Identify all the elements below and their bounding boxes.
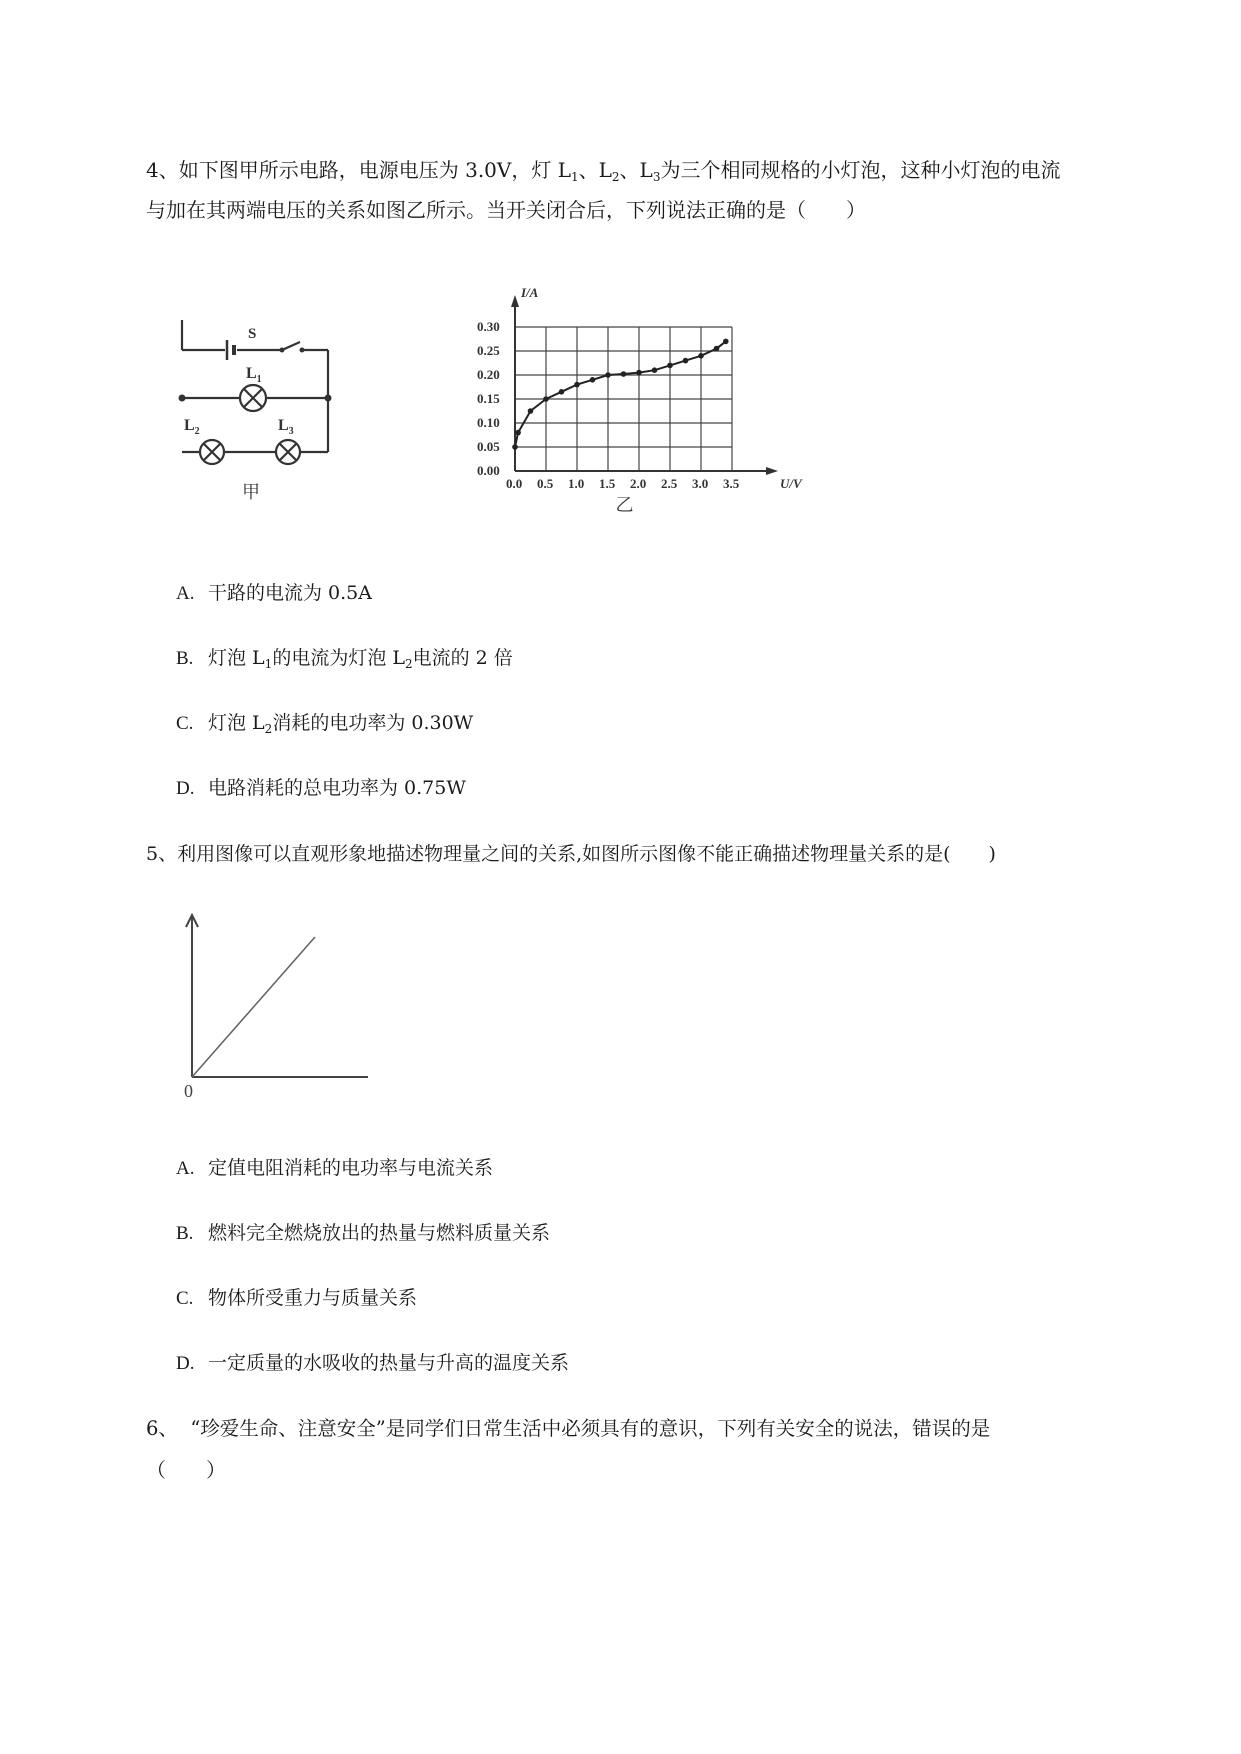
x-tick-label-6: 3.0	[692, 476, 709, 491]
y-tick-label-2: 0.10	[477, 415, 500, 430]
q4-option-c: C. 灯泡 $L_2$消耗的电功率为 0.30W	[176, 712, 474, 736]
data-point-0	[512, 444, 518, 450]
y-tick-label-1: 0.05	[477, 439, 500, 454]
y-axis-arrow	[511, 295, 519, 307]
data-point-13	[698, 353, 704, 359]
q5-option-b: B. 燃料完全燃烧放出的热量与燃料质量关系	[176, 1222, 551, 1244]
data-point-10	[652, 367, 658, 373]
q5-line-graph	[180, 905, 380, 1105]
y-tick-label-0: 0.00	[477, 463, 500, 478]
data-point-14	[714, 346, 720, 352]
series-curve	[515, 341, 726, 447]
x-tick-label-0: 0.0	[506, 476, 523, 491]
q4-stem-line1: 4、如下图甲所示电路，电源电压为 3.0V，灯 $L_1$、$L_2$、$L_3$为三个相同规格的小灯泡，这种小灯泡的电流	[146, 158, 1061, 184]
x-axis-label: U/V	[780, 476, 802, 491]
data-point-6	[590, 377, 596, 383]
data-point-4	[559, 389, 565, 395]
y-tick-label-6: 0.30	[477, 319, 500, 334]
q5-option-d: D. 一定质量的水吸收的热量与升高的温度关系	[176, 1352, 570, 1374]
data-point-12	[683, 358, 689, 364]
circuit-caption: 甲	[242, 482, 260, 502]
q4-option-b: B. 灯泡 $L_1$的电流为灯泡 $L_2$电流的 2 倍	[176, 647, 513, 671]
data-point-5	[574, 382, 580, 388]
x-tick-label-7: 3.5	[723, 476, 740, 491]
lamp-l1-label: $L_1$	[246, 365, 262, 385]
q6-number: 6、	[146, 1417, 178, 1440]
q4-number: 4、	[146, 158, 179, 182]
x-tick-label-4: 2.0	[630, 476, 647, 491]
data-point-15	[723, 339, 729, 345]
y-tick-label-3: 0.15	[477, 391, 500, 406]
lamp-l2-label: $L_2$	[184, 417, 200, 437]
circuit-diagram	[170, 320, 340, 510]
x-tick-label-2: 1.0	[568, 476, 585, 491]
x-tick-label-3: 1.5	[599, 476, 616, 491]
q4-option-a: A. 干路的电流为 0.5A	[176, 582, 372, 604]
q5-option-c: C. 物体所受重力与质量关系	[176, 1287, 418, 1309]
x-tick-label-5: 2.5	[661, 476, 678, 491]
data-point-7	[605, 372, 611, 378]
data-point-1	[515, 430, 521, 436]
q5-number: 5、	[146, 843, 178, 865]
q5-option-a: A. 定值电阻消耗的电功率与电流关系	[176, 1157, 494, 1179]
q6-stem-line2: （ ）	[146, 1458, 226, 1482]
data-point-11	[667, 363, 673, 369]
q6-stem-line1: 6、 “珍爱生命、注意安全”是同学们日常生活中必须具有的意识，下列有关安全的说法，错误的是	[146, 1417, 991, 1440]
switch-label: S	[248, 326, 257, 342]
q4-stem-line2: 与加在其两端电压的关系如图乙所示。当开关闭合后，下列说法正确的是（ ）	[146, 198, 866, 222]
q5-origin-label: 0	[184, 1081, 193, 1101]
y-tick-label-5: 0.25	[477, 343, 500, 358]
q4-option-d: D. 电路消耗的总电功率为 0.75W	[176, 777, 466, 799]
x-tick-label-1: 0.5	[537, 476, 554, 491]
data-point-3	[543, 396, 549, 402]
q5-stem: 5、利用图像可以直观形象地描述物理量之间的关系,如图所示图像不能正确描述物理量关系的是( )	[146, 843, 996, 865]
data-point-2	[528, 408, 534, 414]
y-axis-label: I/A	[521, 285, 539, 300]
iu-chart	[470, 278, 810, 518]
data-point-9	[636, 370, 642, 376]
y-tick-label-4: 0.20	[477, 367, 500, 382]
x-axis-arrow	[766, 467, 778, 475]
lamp-l3-label: $L_3$	[278, 417, 294, 437]
data-point-8	[621, 371, 627, 377]
chart-caption: 乙	[615, 495, 634, 515]
